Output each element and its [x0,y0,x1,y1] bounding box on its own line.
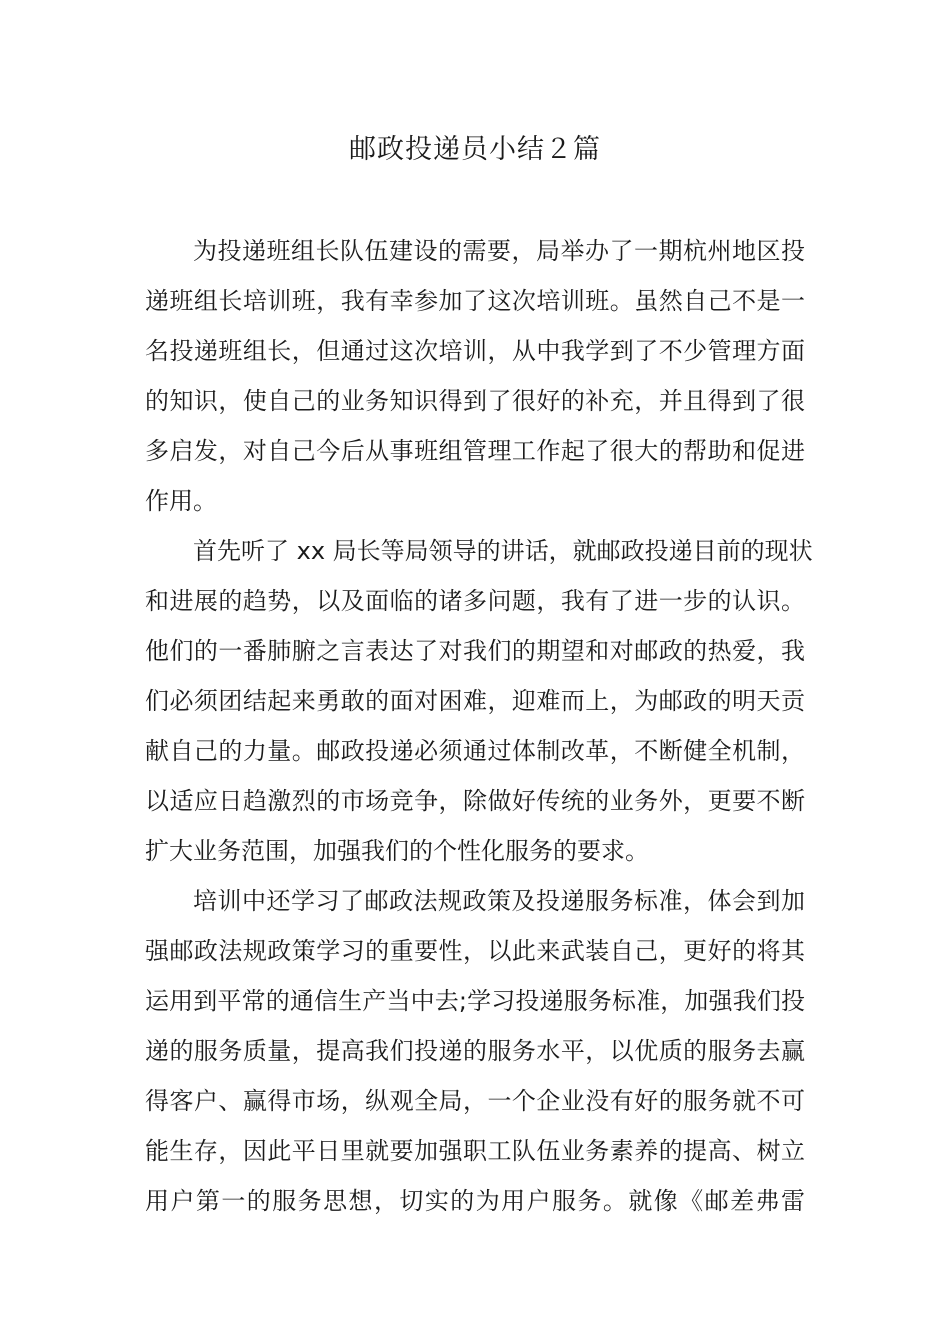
text-line: 他们的一番肺腑之言表达了对我们的期望和对邮政的热爱，我 [145,637,805,665]
text-line: 得客户、赢得市场，纵观全局，一个企业没有好的服务就不可 [145,1087,805,1115]
text-line: 扩大业务范围，加强我们的个性化服务的要求。 [145,837,649,865]
text-line: 名投递班组长，但通过这次培训，从中我学到了不少管理方面 [145,337,805,365]
document-title: 邮政投递员小结２篇 [349,134,601,165]
text-line: 强邮政法规政策学习的重要性，以此来武装自己，更好的将其 [145,937,805,965]
text-line: 递的服务质量，提高我们投递的服务水平，以优质的服务去赢 [145,1037,805,1065]
text-line: 用户第一的服务思想，切实的为用户服务。就像《邮差弗雷 [145,1187,805,1215]
text-line: 递班组长培训班，我有幸参加了这次培训班。虽然自己不是一 [145,287,805,315]
text-line: 以适应日趋激烈的市场竞争，除做好传统的业务外，更要不断 [145,787,805,815]
text-line: 和进展的趋势，以及面临的诸多问题，我有了进一步的认识。 [145,587,805,615]
text-line: 培训中还学习了邮政法规政策及投递服务标准，体会到加 [193,887,805,915]
text-line: 运用到平常的通信生产当中去;学习投递服务标准，加强我们投 [145,987,805,1015]
text-line: 能生存，因此平日里就要加强职工队伍业务素养的提高、树立 [145,1137,805,1165]
text-line: 多启发，对自己今后从事班组管理工作起了很大的帮助和促进 [145,437,805,465]
text-line: 的知识，使自己的业务知识得到了很好的补充，并且得到了很 [145,387,805,415]
text-line: 献自己的力量。邮政投递必须通过体制改革，不断健全机制， [145,737,805,765]
text-line: 们必须团结起来勇敢的面对困难，迎难而上，为邮政的明天贡 [145,687,805,715]
text-line: 作用。 [145,487,217,515]
text-line: 为投递班组长队伍建设的需要，局举办了一期杭州地区投 [193,237,805,265]
text-line: 首先听了 xx 局长等局领导的讲话，就邮政投递目前的现状 [193,537,813,565]
document-body [145,226,813,1226]
